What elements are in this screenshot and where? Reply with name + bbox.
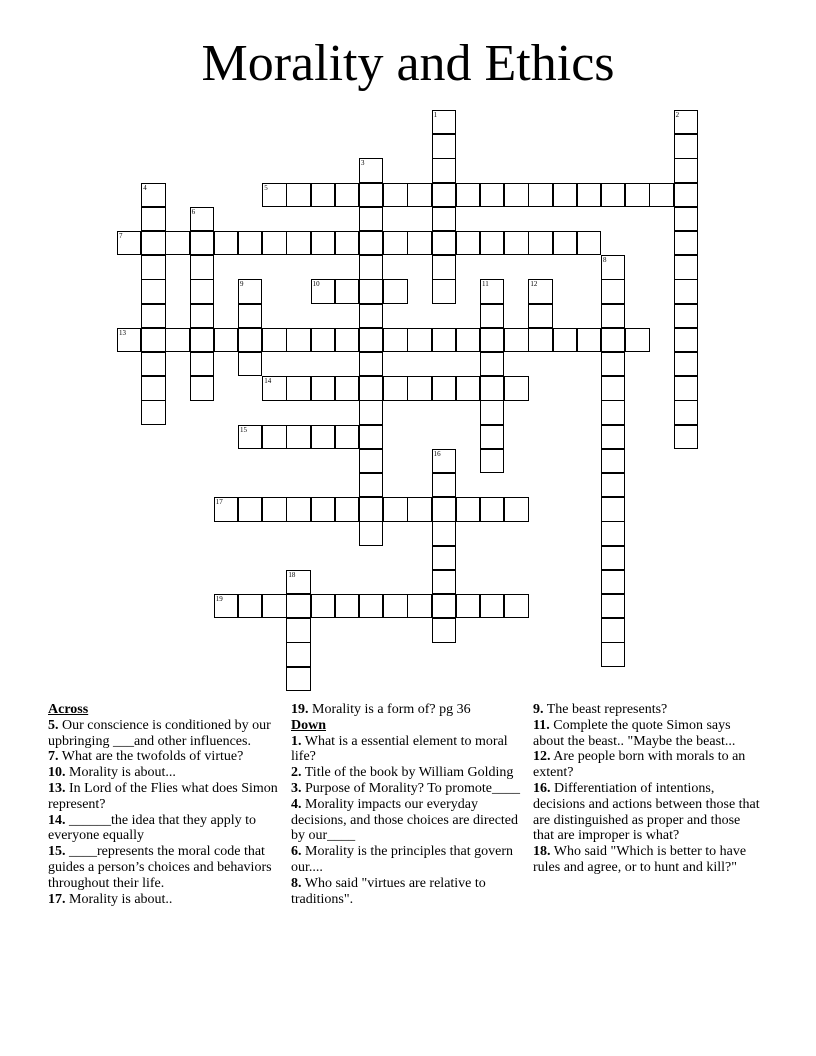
clue-number: 14	[264, 377, 272, 386]
clue-number: 13	[119, 328, 126, 337]
crossword-cell[interactable]	[383, 183, 407, 207]
crossword-cell[interactable]	[432, 521, 456, 545]
crossword-cell[interactable]	[311, 497, 335, 521]
crossword-cell[interactable]	[359, 231, 383, 255]
crossword-cell[interactable]	[407, 328, 431, 352]
clue-across-15: 15. ____represents the moral code that guides a person’s choices and behaviors throughout their life.	[48, 844, 272, 891]
crossword-cell[interactable]	[432, 183, 456, 207]
crossword-cell[interactable]	[190, 376, 214, 400]
clue-down-8: 8. Who said "virtues are relative to traditions".	[291, 875, 486, 907]
clue-down-18: 18. Who said "Which is better to have rules and agree, or to hunt and kill?"	[533, 844, 747, 875]
crossword-cell[interactable]	[480, 425, 504, 449]
crossword-cell[interactable]	[577, 328, 601, 352]
clue-number: 4	[143, 183, 147, 192]
crossword-cell[interactable]	[601, 304, 625, 328]
crossword-cell[interactable]	[553, 183, 577, 207]
crossword-cell[interactable]	[359, 594, 383, 618]
crossword-cell[interactable]	[504, 594, 528, 618]
crossword-cell[interactable]	[359, 473, 383, 497]
crossword-cell[interactable]	[432, 594, 456, 618]
clue-number: 12	[530, 280, 538, 289]
crossword-cell[interactable]	[456, 328, 480, 352]
crossword-cell[interactable]	[359, 521, 383, 545]
crossword-cell[interactable]	[383, 376, 407, 400]
crossword-cell[interactable]	[407, 231, 431, 255]
clue-down-12: 12. Are people born with morals to an extent?	[533, 749, 746, 781]
crossword-cell[interactable]	[359, 400, 383, 424]
crossword-cell[interactable]	[625, 183, 649, 207]
crossword-cell[interactable]	[407, 497, 431, 521]
crossword-cell[interactable]	[190, 231, 214, 255]
clue-across-5: 5. Our conscience is conditioned by our upbringing ___and other influences.	[48, 717, 271, 749]
crossword-cell[interactable]	[238, 352, 262, 376]
crossword-cell[interactable]	[456, 231, 480, 255]
crossword-cell[interactable]	[214, 231, 238, 255]
crossword-cell[interactable]	[407, 183, 431, 207]
crossword-cell[interactable]	[432, 231, 456, 255]
crossword-cell[interactable]	[407, 376, 431, 400]
crossword-cell[interactable]	[674, 376, 698, 400]
crossword-cell[interactable]	[480, 594, 504, 618]
clue-across-10: 10. Morality is about...	[48, 765, 176, 781]
crossword-cell[interactable]	[311, 328, 335, 352]
crossword-cell[interactable]	[286, 497, 310, 521]
crossword-cell[interactable]	[528, 231, 552, 255]
crossword-cell[interactable]	[190, 279, 214, 303]
crossword-cell[interactable]	[190, 328, 214, 352]
crossword-cell[interactable]	[286, 618, 310, 642]
crossword-cell[interactable]	[504, 328, 528, 352]
clue-number: 18	[288, 570, 296, 579]
crossword-cell[interactable]	[601, 473, 625, 497]
crossword-cell[interactable]	[335, 425, 359, 449]
across-heading: Across	[48, 702, 89, 717]
crossword-cell[interactable]	[238, 328, 262, 352]
clue-across-13: 13. In Lord of the Flies what does Simon represent?	[48, 780, 278, 812]
crossword-cell[interactable]	[359, 352, 383, 376]
crossword-cell[interactable]	[335, 497, 359, 521]
crossword-cell[interactable]	[141, 304, 165, 328]
crossword-cell[interactable]	[601, 279, 625, 303]
crossword-cell[interactable]	[286, 425, 310, 449]
crossword-cell[interactable]	[359, 304, 383, 328]
crossword-cell[interactable]	[407, 594, 431, 618]
crossword-cell[interactable]	[601, 400, 625, 424]
crossword-cell[interactable]	[432, 570, 456, 594]
crossword-cell[interactable]	[553, 328, 577, 352]
crossword-cell[interactable]	[432, 134, 456, 158]
crossword-cell[interactable]	[601, 449, 625, 473]
crossword-cell[interactable]	[359, 255, 383, 279]
crossword-cell[interactable]	[335, 279, 359, 303]
crossword-cell[interactable]	[601, 546, 625, 570]
crossword-cell[interactable]	[601, 425, 625, 449]
crossword-cell[interactable]	[649, 183, 673, 207]
crossword-cell[interactable]	[214, 328, 238, 352]
clue-number: 9	[240, 280, 244, 289]
crossword-cell[interactable]	[311, 425, 335, 449]
clue-number: 16	[433, 449, 441, 458]
crossword-cell[interactable]	[504, 183, 528, 207]
clue-number: 8	[603, 256, 607, 265]
crossword-cell[interactable]	[359, 497, 383, 521]
crossword-cell[interactable]	[383, 594, 407, 618]
down-heading: Down	[291, 717, 327, 733]
crossword-cell[interactable]	[674, 183, 698, 207]
crossword-cell[interactable]	[190, 304, 214, 328]
clue-number: 3	[361, 159, 365, 168]
crossword-cell[interactable]	[262, 425, 286, 449]
clues-column-3	[533, 702, 763, 876]
crossword-cell[interactable]	[504, 497, 528, 521]
crossword-cell[interactable]	[674, 255, 698, 279]
clue-across-17: 17. Morality is about..	[48, 891, 173, 907]
clue-down-16: 16. Differentiation of intentions, decisions and actions between those that are distinguished as proper and those that are improper is what?	[533, 780, 760, 844]
crossword-cell[interactable]	[359, 425, 383, 449]
clue-across-14: 14. ______the idea that they apply to everyone equally	[48, 812, 257, 844]
crossword-cell[interactable]	[335, 231, 359, 255]
crossword-cell[interactable]	[311, 231, 335, 255]
crossword-cell[interactable]	[141, 279, 165, 303]
crossword-cell[interactable]	[262, 594, 286, 618]
crossword-cell[interactable]	[456, 183, 480, 207]
clue-number: 10	[312, 280, 320, 289]
crossword-cell[interactable]	[335, 328, 359, 352]
crossword-cell[interactable]	[238, 594, 262, 618]
crossword-cell[interactable]	[311, 594, 335, 618]
crossword-cell[interactable]	[359, 279, 383, 303]
crossword-cell[interactable]	[504, 376, 528, 400]
crossword-cell[interactable]	[238, 304, 262, 328]
crossword-cell[interactable]	[601, 618, 625, 642]
crossword-cell[interactable]	[432, 618, 456, 642]
page-title: Morality and Ethics	[201, 35, 615, 92]
crossword-cell[interactable]	[238, 231, 262, 255]
crossword-cell[interactable]	[674, 328, 698, 352]
crossword-cell[interactable]	[674, 158, 698, 182]
crossword-cell[interactable]	[528, 304, 552, 328]
crossword-cell[interactable]	[577, 183, 601, 207]
crossword-cell[interactable]	[480, 449, 504, 473]
crossword-cell[interactable]	[674, 304, 698, 328]
crossword-cell[interactable]	[311, 376, 335, 400]
crossword-cell[interactable]	[456, 594, 480, 618]
clue-number: 17	[215, 498, 223, 507]
crossword-cell[interactable]	[359, 449, 383, 473]
crossword-cell[interactable]	[432, 546, 456, 570]
crossword-cell[interactable]	[553, 231, 577, 255]
crossword-cell[interactable]	[456, 376, 480, 400]
crossword-cell[interactable]	[141, 400, 165, 424]
crossword-cell[interactable]	[674, 207, 698, 231]
crossword-cell[interactable]	[601, 376, 625, 400]
crossword-cell[interactable]	[528, 328, 552, 352]
clue-number: 1	[433, 111, 438, 119]
clue-down-6: 6. Morality is the principles that govern our....	[291, 844, 514, 875]
crossword-cell[interactable]	[190, 352, 214, 376]
clue-number: 7	[119, 232, 123, 240]
crossword-cell[interactable]	[432, 255, 456, 279]
crossword-cell[interactable]	[286, 183, 310, 207]
crossword-cell[interactable]	[432, 473, 456, 497]
crossword-cell[interactable]	[674, 425, 698, 449]
crossword-cell[interactable]	[286, 376, 310, 400]
crossword-cell[interactable]	[480, 231, 504, 255]
crossword-cell[interactable]	[286, 667, 310, 691]
crossword-cell[interactable]	[383, 497, 407, 521]
crossword-cell[interactable]	[286, 594, 310, 618]
crossword-cell[interactable]	[359, 207, 383, 231]
crossword-cell[interactable]	[190, 255, 214, 279]
crossword-cell[interactable]	[674, 231, 698, 255]
crossword-cell[interactable]	[577, 231, 601, 255]
crossword-cell[interactable]	[625, 328, 649, 352]
crossword-cell[interactable]	[141, 352, 165, 376]
crossword-cell[interactable]	[601, 352, 625, 376]
crossword-cell[interactable]	[432, 497, 456, 521]
crossword-cell[interactable]	[383, 231, 407, 255]
crossword-cell[interactable]	[335, 594, 359, 618]
crossword-cell[interactable]	[432, 376, 456, 400]
crossword-cell[interactable]	[601, 497, 625, 521]
crossword-cell[interactable]	[383, 328, 407, 352]
crossword-cell[interactable]	[504, 231, 528, 255]
crossword-cell[interactable]	[601, 328, 625, 352]
crossword-cell[interactable]	[480, 352, 504, 376]
crossword-cell[interactable]	[480, 376, 504, 400]
clue-number: 11	[482, 280, 489, 289]
crossword-cell[interactable]	[480, 183, 504, 207]
crossword-cell[interactable]	[286, 328, 310, 352]
clue-number: 19	[215, 595, 223, 603]
crossword-cell[interactable]	[359, 183, 383, 207]
crossword-cell[interactable]	[141, 207, 165, 231]
crossword-cell[interactable]	[262, 328, 286, 352]
crossword-cell[interactable]	[383, 279, 407, 303]
crossword-cell[interactable]	[601, 642, 625, 666]
clue-down-2: 2. Title of the book by William Golding	[291, 765, 514, 781]
clue-number: 6	[191, 207, 196, 216]
clue-number: 2	[675, 111, 680, 119]
clue-down-9: 9. The beast represents?	[533, 702, 668, 717]
crossword-cell[interactable]	[141, 231, 165, 255]
crossword-cell[interactable]	[480, 304, 504, 328]
crossword-cell[interactable]	[286, 231, 310, 255]
crossword-cell[interactable]	[359, 328, 383, 352]
clue-across-7: 7. What are the twofolds of virtue?	[48, 749, 244, 765]
crossword-cell[interactable]	[262, 231, 286, 255]
clue-number: 15	[240, 425, 247, 434]
crossword-cell[interactable]	[165, 231, 189, 255]
crossword-cell[interactable]	[141, 255, 165, 279]
crossword-cell[interactable]	[262, 497, 286, 521]
clues-column-2	[291, 702, 521, 907]
crossword-cell[interactable]	[528, 183, 552, 207]
clue-down-3: 3. Purpose of Morality? To promote____	[291, 780, 520, 796]
crossword-cell[interactable]	[601, 570, 625, 594]
crossword-cell[interactable]	[674, 134, 698, 158]
crossword-cell[interactable]	[335, 376, 359, 400]
crossword-cell[interactable]	[480, 328, 504, 352]
crossword-cell[interactable]	[456, 497, 480, 521]
clue-down-11: 11. Complete the quote Simon says about the beast.. "Maybe the beast...	[533, 717, 736, 749]
crossword-cell[interactable]	[601, 183, 625, 207]
crossword-cell[interactable]	[480, 400, 504, 424]
crossword-cell[interactable]	[141, 328, 165, 352]
clue-down-1: 1. What is a essential element to moral life?	[291, 733, 508, 765]
crossword-cell[interactable]	[311, 183, 335, 207]
crossword-cell[interactable]	[286, 642, 310, 666]
crossword-cell[interactable]	[674, 400, 698, 424]
crossword-cell[interactable]	[432, 207, 456, 231]
clue-down-4: 4. Morality impacts our everyday decisions, and those choices are directed by our____	[291, 796, 519, 844]
crossword-cell[interactable]	[601, 594, 625, 618]
crossword-cell[interactable]	[238, 497, 262, 521]
crossword-cell[interactable]	[141, 376, 165, 400]
crossword-cell[interactable]	[335, 183, 359, 207]
crossword-cell[interactable]	[432, 328, 456, 352]
clues-column-1	[48, 702, 278, 907]
crossword-cell[interactable]	[165, 328, 189, 352]
clue-across-19: 19. Morality is a form of? pg 36	[291, 702, 471, 717]
crossword-cell[interactable]	[432, 158, 456, 182]
crossword-cell[interactable]	[674, 279, 698, 303]
crossword-cell[interactable]	[359, 376, 383, 400]
clue-number: 5	[264, 183, 268, 192]
crossword-cell[interactable]	[674, 352, 698, 376]
crossword-cell[interactable]	[432, 279, 456, 303]
crossword-cell[interactable]	[601, 521, 625, 545]
crossword-cell[interactable]	[480, 497, 504, 521]
